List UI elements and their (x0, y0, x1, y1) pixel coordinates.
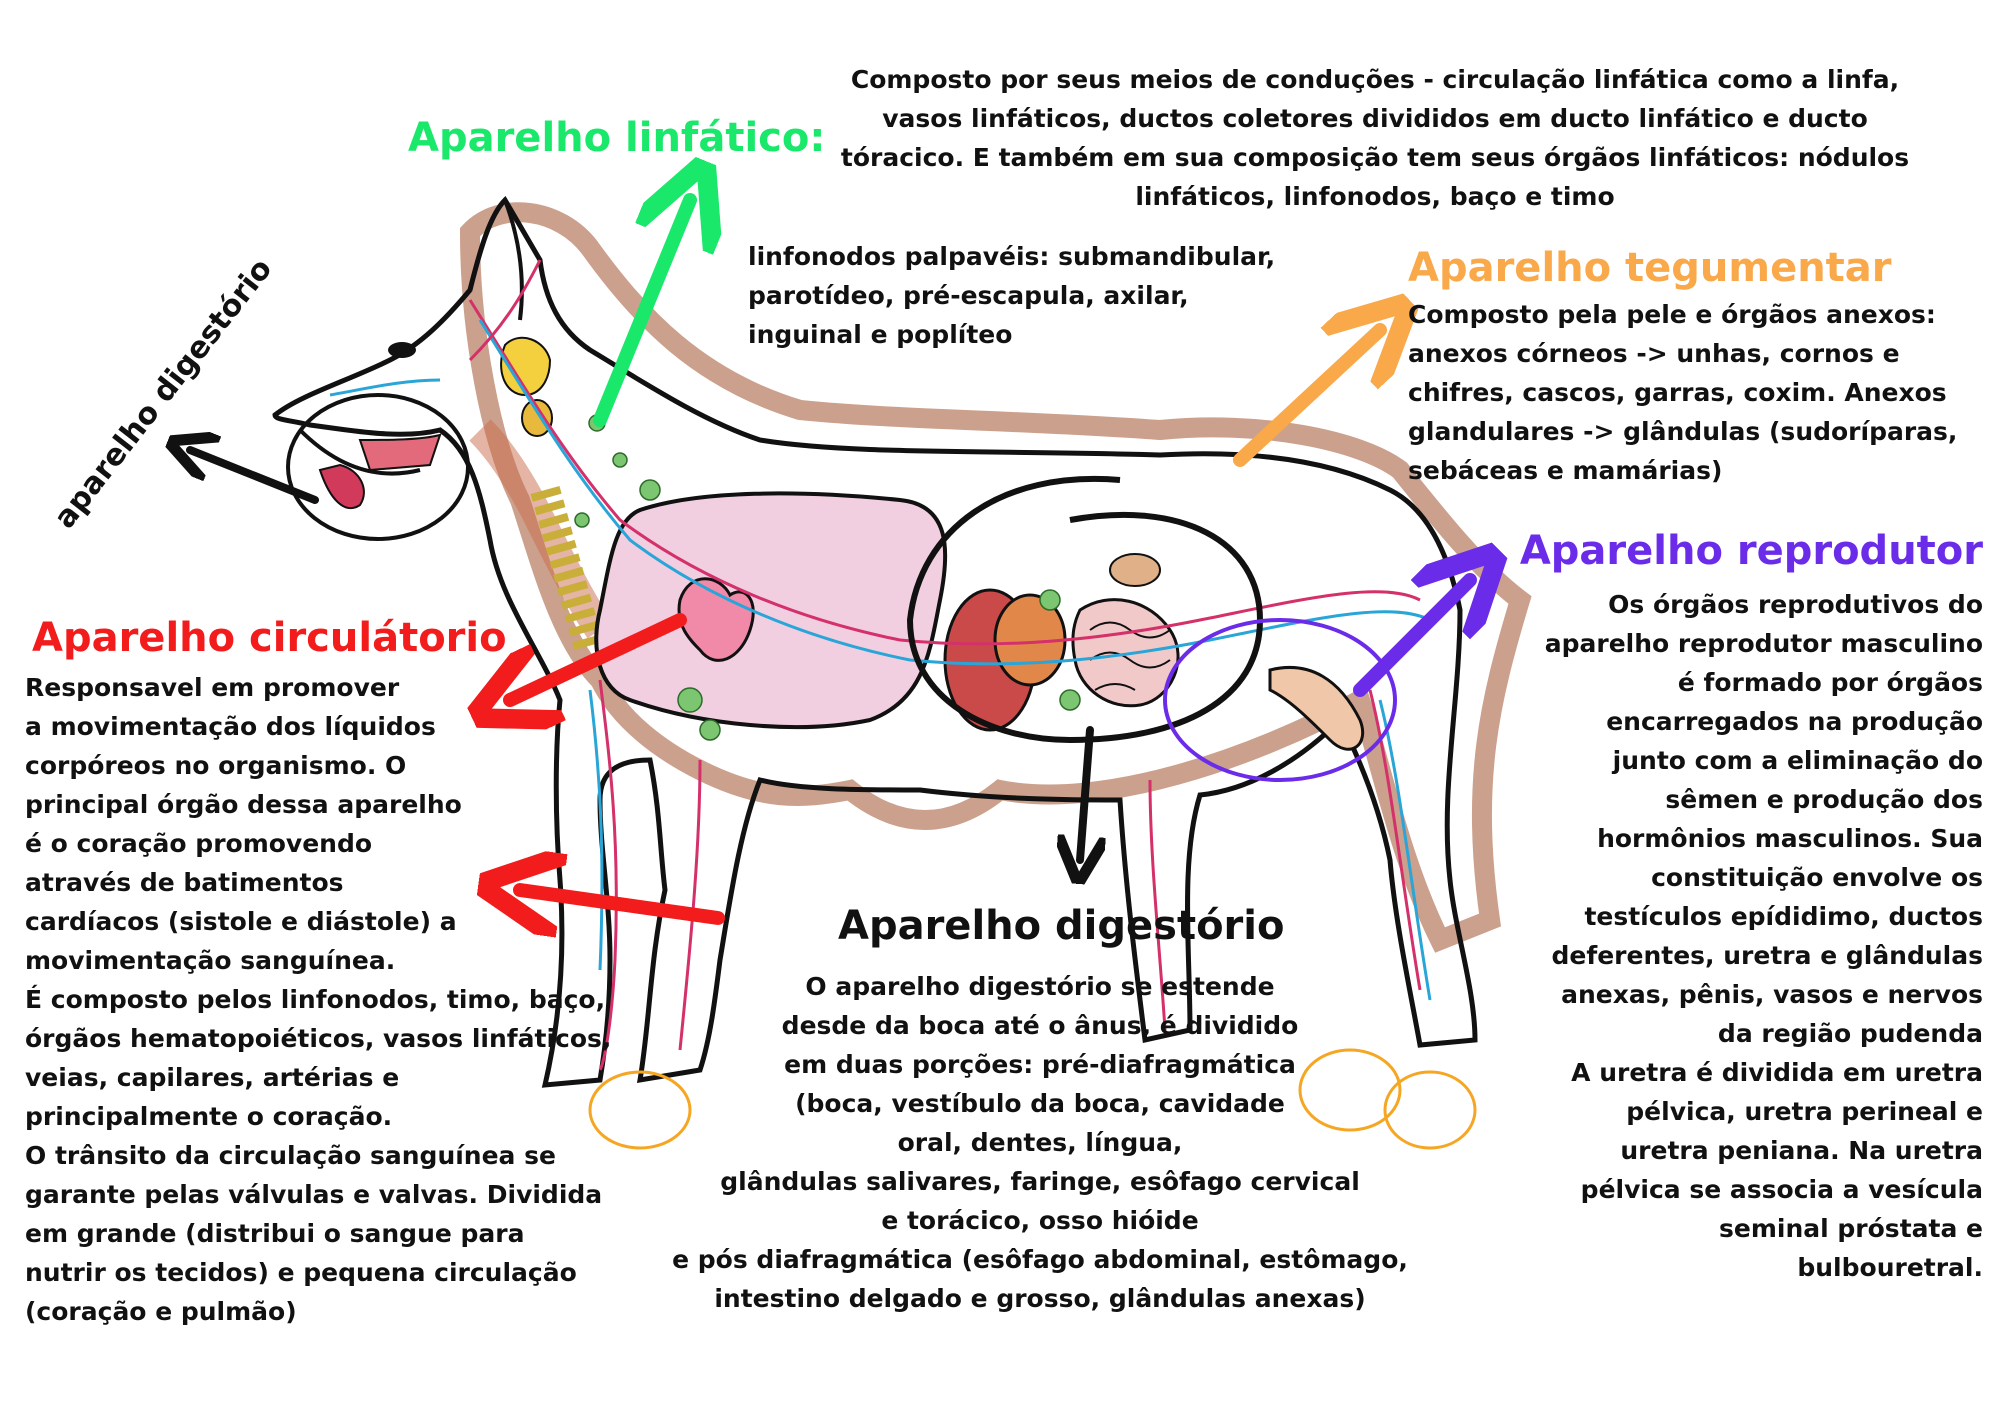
lymph-description: Composto por seus meios de conduções - circulação linfática como a linfa, vasos linfáticos, ductos coletores divididos em ducto linfático e ducto tóracico. E também em sua composição tem seus órgãos linfáticos: nódulos linfáticos, linfonodos, baço e timo (840, 65, 1910, 211)
dog-eye (388, 342, 416, 358)
circulatory-description: Responsavel em promover a movimentação dos líquidos corpóreos no organismo. O principal órgão dessa aparelho é o coração promovendo através de batimentos cardíacos (sistole e diástole) a movimentação sanguínea. É composto pelos linfonodos, timo, baço, órgãos hematopoiéticos, vasos linfáticos, veias, capilares, artérias e principalmente o coração. O trânsito da circulação sanguínea se garante pelas válvulas e valvas. Dividida em grande (distribui o sangue para nutrir os tecidos) e pequena circulação (coração e pulmão) (25, 673, 612, 1326)
palate (360, 435, 440, 470)
integument-description: Composto pela pele e órgãos anexos: anexos córneos -> unhas, cornos e chifres, cascos, garras, coxim. Anexos glandulares -> glândulas (sudoríparas, sebáceas e mamárias) (1408, 300, 1958, 485)
digestive-arrow-down (1080, 730, 1090, 860)
digestive-description: O aparelho digestório se estende desde da boca até o ânus, é dividido em duas porções: pré-diafragmática (boca, vestíbulo da boca, cavidade oral, dentes, língua, glândulas salivares, faringe, esôfago cervical e torácico, osso hióide e pós diafragmática (esôfago abdominal, estômago, intestino delgado e grosso, glândulas anexas) (672, 972, 1408, 1313)
digestive-title: Aparelho digestório (838, 903, 1285, 949)
tongue (320, 465, 364, 508)
integument-title: Aparelho tegumentar (1408, 245, 1892, 291)
lymph-title: Aparelho linfático: (408, 115, 826, 161)
reproductive-description: Os órgãos reprodutivos do aparelho reprodutor masculino é formado por órgãos encarregados na produção junto com a eliminação do sêmen e produção dos hormônios masculinos. Sua constituição envolve os testículos epídidimo, ductos deferentes, uretra e glândulas anexas, pênis, vasos e nervos da região pudenda A uretra é dividida em uretra pélvica, uretra perineal e uretra peniana. Na uretra pélvica se associa a vesícula seminal próstata e bulbouretral. (1544, 590, 1983, 1282)
kidney (1110, 554, 1160, 586)
lymph-nodes-text: linfonodos palpavéis: submandibular, parotídeo, pré-escapula, axilar, inguinal e poplíteo (748, 242, 1276, 349)
digestive-rotated-label: aparelho digestório (47, 252, 280, 536)
reproductive-title: Aparelho reprodutor (1519, 528, 1983, 574)
lungs (596, 493, 945, 727)
lymph-arrow (600, 200, 690, 420)
circulatory-title: Aparelho circulátorio (32, 615, 507, 661)
digestive-arrow-mouth (190, 450, 315, 500)
